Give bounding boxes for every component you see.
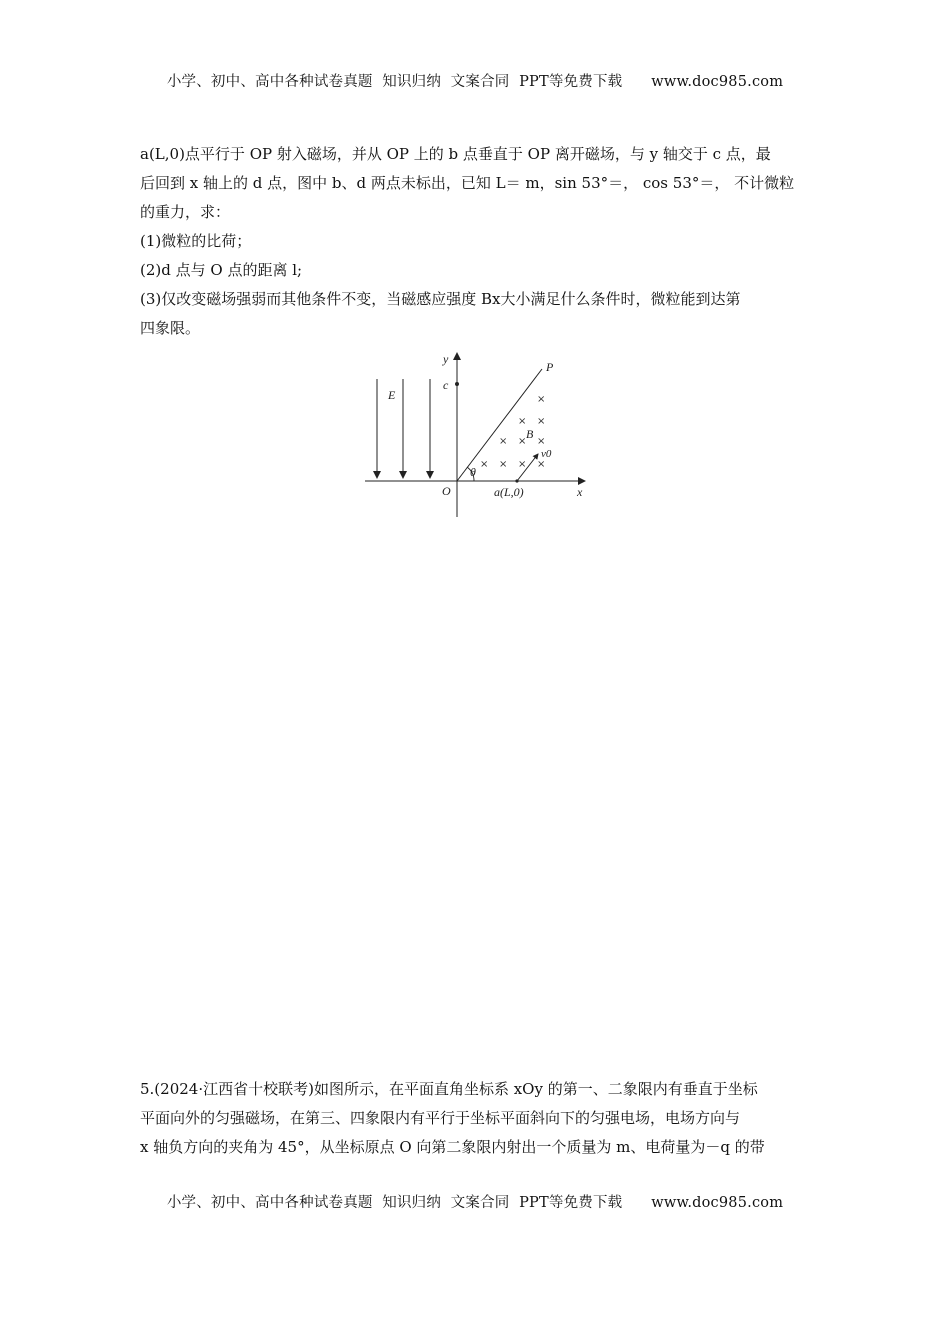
label-b: B — [526, 427, 534, 441]
label-c: c — [443, 378, 449, 392]
page-header: 小学、初中、高中各种试卷真题 知识归纳 文案合同 PPT等免费下载 www.doc985.com — [166, 74, 784, 90]
field-cross: × — [537, 416, 546, 427]
field-cross: × — [537, 394, 546, 405]
problem-4-question-3: (3)仅改变磁场强弱而其他条件不变，当磁感应强度 Bx大小满足什么条件时，微粒能到达第 — [140, 290, 741, 308]
problem-4-line: 后回到 x 轴上的 d 点，图中 b、d 两点未标出，已知 L＝ m，sin 53°＝， cos 53°＝， 不计微粒 — [140, 174, 795, 192]
problem-5-line: x 轴负方向的夹角为 45°，从坐标原点 O 向第二象限内射出一个质量为 m、电荷量为－q 的带 — [140, 1138, 765, 1156]
problem-5-line: 5.(2024·江西省十校联考)如图所示，在平面直角坐标系 xOy 的第一、二象限内有垂直于坐标 — [140, 1080, 758, 1098]
page-footer: 小学、初中、高中各种试卷真题 知识归纳 文案合同 PPT等免费下载 www.doc985.com — [166, 1195, 784, 1211]
field-cross: × — [518, 436, 527, 447]
label-y: y — [443, 352, 449, 366]
label-p: P — [546, 360, 554, 374]
problem-4-line: 的重力，求： — [140, 203, 231, 221]
label-origin: O — [442, 484, 451, 498]
field-cross: × — [518, 416, 527, 427]
problem-4-question-1: (1)微粒的比荷； — [140, 232, 252, 250]
problem-4-line: 四象限。 — [140, 319, 201, 337]
problem-4-question-2: (2)d 点与 O 点的距离 l; — [140, 261, 303, 279]
label-e: E — [388, 388, 396, 402]
problem-4-text — [140, 140, 812, 343]
label-x: x — [577, 485, 583, 499]
label-theta: θ — [470, 465, 476, 479]
label-v0: v0 — [541, 448, 552, 460]
point-c — [455, 382, 459, 386]
field-cross: × — [537, 459, 546, 470]
problem-5-line: 平面向外的匀强磁场，在第三、四象限内有平行于坐标平面斜向下的匀强电场，电场方向与 — [140, 1109, 741, 1127]
problem-5-text — [140, 1075, 812, 1162]
problem-4-line: a(L,0)点平行于 OP 射入磁场，并从 OP 上的 b 点垂直于 OP 离开磁场，与 y 轴交于 c 点，最 — [140, 145, 771, 163]
field-cross: × — [518, 459, 527, 470]
field-cross: × — [499, 436, 508, 447]
field-cross: × — [499, 459, 508, 470]
label-a: a(L,0) — [494, 485, 524, 499]
field-cross: × — [480, 459, 489, 470]
field-cross: × — [537, 436, 546, 447]
physics-diagram — [360, 345, 600, 525]
